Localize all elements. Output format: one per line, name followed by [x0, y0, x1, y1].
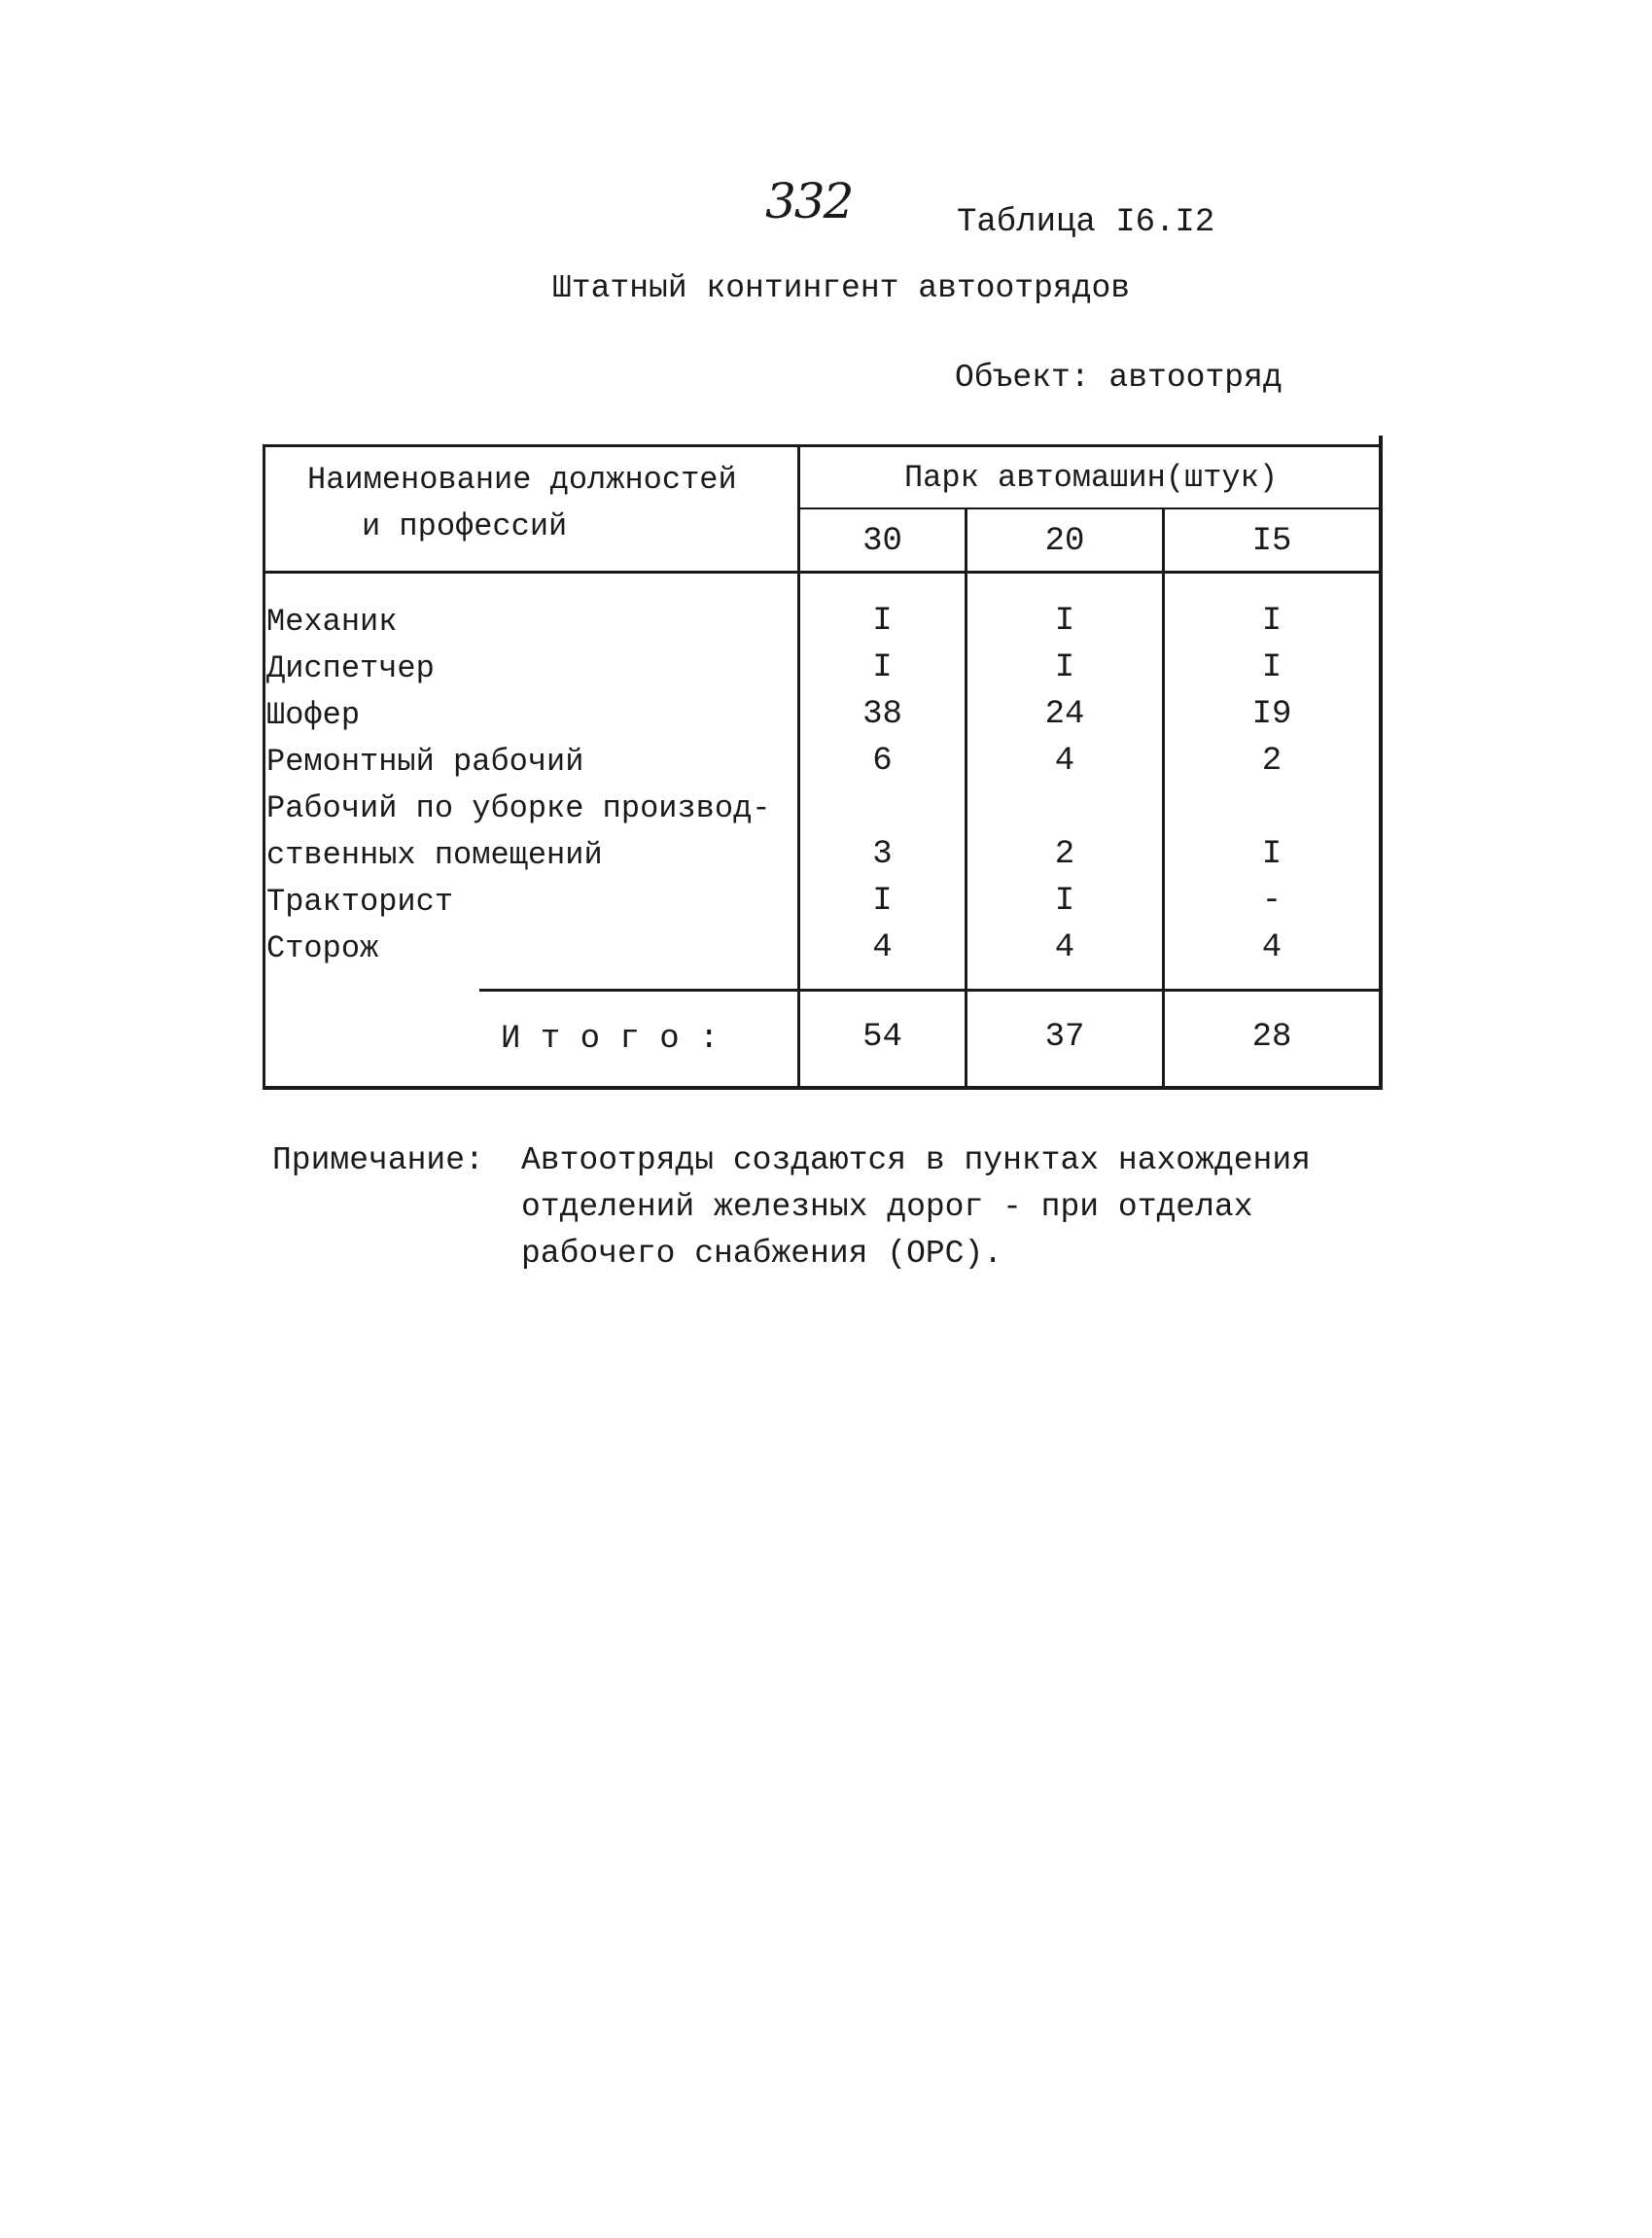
row-value: 24 — [1044, 696, 1085, 733]
header-col-15: I5 — [1251, 523, 1292, 560]
group-header-divider — [797, 507, 1383, 509]
row-name: ственных помещений — [266, 837, 603, 873]
note-line: отделений железных дорог - при отделах — [521, 1189, 1253, 1225]
table-top-border — [263, 444, 1383, 447]
col-divider-2 — [965, 509, 967, 1090]
row-value: 38 — [862, 696, 902, 733]
note-line: рабочего снабжения (ОРС). — [521, 1236, 1003, 1272]
row-name: Механик — [266, 604, 398, 640]
table-bottom-border — [263, 1086, 1383, 1090]
document-title: Штатный контингент автоотрядов — [552, 270, 1131, 306]
header-col-30: 30 — [862, 523, 902, 560]
page-number: 332 — [765, 173, 853, 229]
header-bottom-border — [263, 571, 1383, 574]
row-value: I — [872, 883, 893, 920]
row-value: I — [1054, 883, 1075, 920]
note-label: Примечание: — [272, 1142, 484, 1178]
table-left-border — [263, 444, 265, 1090]
row-value: 3 — [872, 836, 893, 873]
total-value: 37 — [1044, 1019, 1085, 1056]
object-label: Объект: автоотряд — [955, 360, 1283, 396]
row-name: Сторож — [266, 930, 379, 966]
row-value: - — [1261, 883, 1283, 920]
row-value: 2 — [1261, 743, 1283, 780]
col-divider-3 — [1162, 509, 1165, 1090]
row-name: Тракторист — [266, 884, 454, 920]
row-value: I9 — [1251, 696, 1292, 733]
total-label: И т о г о : — [501, 1021, 720, 1058]
row-name: Рабочий по уборке производ- — [266, 790, 771, 826]
totals-top-border — [479, 989, 1383, 992]
row-value: I — [1054, 603, 1075, 640]
header-col-20: 20 — [1044, 523, 1085, 560]
table-right-border — [1379, 436, 1383, 1090]
row-name: Шофер — [266, 697, 361, 733]
row-value: 4 — [1054, 743, 1075, 780]
row-value: I — [1054, 649, 1075, 686]
row-value: I — [872, 649, 893, 686]
header-group: Парк автомашин(штук) — [903, 460, 1279, 496]
row-value: 2 — [1054, 836, 1075, 873]
header-name-line1: Наименование должностей — [307, 462, 737, 498]
row-name: Диспетчер — [266, 650, 435, 686]
row-value: 6 — [872, 743, 893, 780]
header-name-line2: и профессий — [362, 508, 568, 544]
row-value: 4 — [1261, 929, 1283, 966]
staffing-table — [263, 439, 1383, 1090]
total-value: 28 — [1251, 1019, 1292, 1056]
row-value: I — [1261, 603, 1283, 640]
table-number: Таблица I6.I2 — [957, 204, 1215, 241]
row-value: 4 — [1054, 929, 1075, 966]
row-value: I — [872, 603, 893, 640]
row-value: 4 — [872, 929, 893, 966]
note-line: Автоотряды создаются в пунктах нахождения — [521, 1142, 1311, 1178]
total-value: 54 — [862, 1019, 902, 1056]
row-name: Ремонтный рабочий — [266, 744, 584, 780]
row-value: I — [1261, 649, 1283, 686]
row-value: I — [1261, 836, 1283, 873]
